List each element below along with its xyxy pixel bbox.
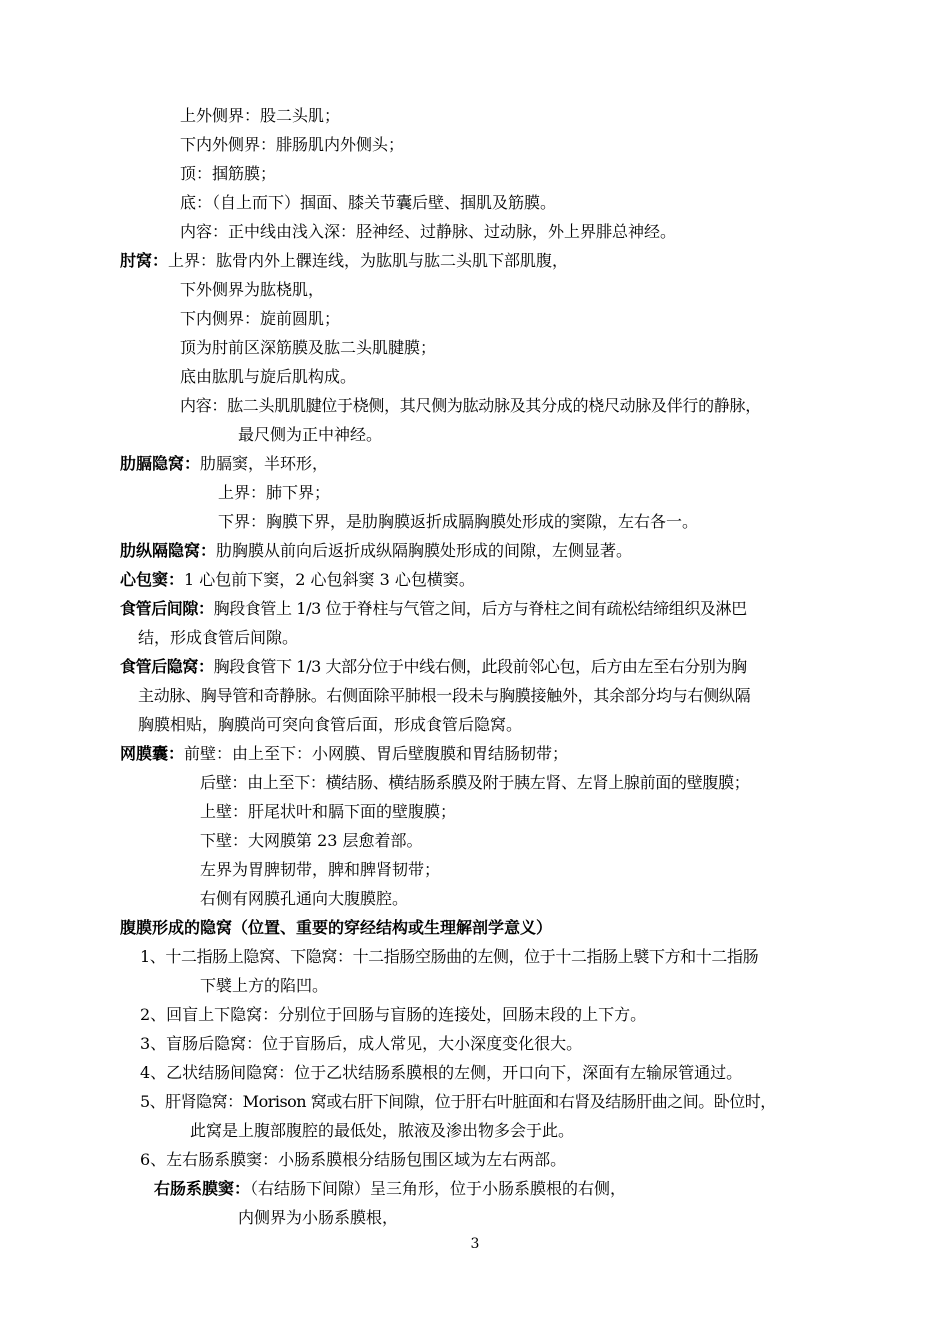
- text-line: 下外侧界为肱桡肌，: [180, 280, 325, 299]
- text-line: 上界：肺下界；: [218, 483, 331, 502]
- section-heading: 网膜囊：: [120, 744, 185, 763]
- section-line: 肋纵隔隐窝：肋胸膜从前向后返折成纵隔胸膜处形成的间隙，左侧显著。: [120, 541, 633, 560]
- list-item: 5、肝肾隐窝：Morison 窝或右肝下间隙，位于肝右叶脏面和右肾及结肠肝曲之间。卧位时，: [140, 1092, 776, 1111]
- section-line: 网膜囊：前壁：由上至下：小网膜、胃后壁腹膜和胃结肠韧带；: [120, 744, 569, 763]
- section-heading: 肋纵隔隐窝：: [120, 541, 217, 560]
- text-line: 底：（自上而下）掴面、膝关节囊后壁、掴肌及筋膜。: [180, 193, 557, 212]
- text-line: 下内侧界：旋前圆肌；: [180, 309, 341, 328]
- text-line: 左界为胃脾韧带，脾和脾肾韧带；: [200, 860, 441, 879]
- text-line: 底由肱肌与旋后肌构成。: [180, 367, 357, 386]
- list-item: 6、左右肠系膜窦：小肠系膜根分结肠包围区域为左右两部。: [140, 1150, 567, 1169]
- text-line: 内容：正中线由浅入深：胫神经、过静脉、过动脉，外上界腓总神经。: [180, 222, 677, 241]
- section-line: 肋膈隐窝：肋膈窦，半环形，: [120, 454, 329, 473]
- list-item: 4、乙状结肠间隐窝：位于乙状结肠系膜根的左侧，开口向下，深面有左输尿管通过。: [140, 1063, 743, 1082]
- page-number: 3: [470, 1236, 480, 1252]
- text-line: 此窝是上腹部腹腔的最低处，脓液及渗出物多会于此。: [190, 1121, 575, 1140]
- text-line: 顶为肘前区深筋膜及肱二头肌腱膜；: [180, 338, 437, 357]
- list-item: 3、盲肠后隐窝：位于盲肠后，成人常见，大小深度变化很大。: [140, 1034, 583, 1053]
- text-line: 主动脉、胸导管和奇静脉。右侧面除平肺根一段未与胸膜接触外，其余部分均与右侧纵隔: [138, 686, 751, 705]
- text-line: 下襞上方的陷凹。: [200, 976, 329, 995]
- section-heading: 肋膈隐窝：: [120, 454, 201, 473]
- list-item: 1、十二指肠上隐窝、下隐窝：十二指肠空肠曲的左侧，位于十二指肠上襞下方和十二指肠: [140, 947, 759, 966]
- text-line: 下界：胸膜下界，是肋胸膜返折成膈胸膜处形成的窦隙，左右各一。: [218, 512, 699, 531]
- list-item: 2、回盲上下隐窝：分别位于回肠与盲肠的连接处，回肠末段的上下方。: [140, 1005, 647, 1024]
- section-line: [120, 916, 552, 940]
- text-line: 结，形成食管后间隙。: [138, 628, 299, 647]
- text-line: 右侧有网膜孔通向大腹膜腔。: [200, 889, 409, 908]
- section-line: 心包窦：1 心包前下窦，2 心包斜窦 3 心包横窦。: [120, 570, 475, 589]
- section-heading: 肘窝：: [120, 251, 169, 270]
- section-line: 食管后间隙：胸段食管上 1/3 位于脊柱与气管之间，后方与脊柱之间有疏松结缔组织及淋巴: [120, 599, 747, 618]
- text-line: 上外侧界：股二头肌；: [180, 106, 341, 125]
- text-line: 下壁：大网膜第 23 层愈着部。: [200, 831, 423, 850]
- text-line: 下内外侧界：腓肠肌内外侧头；: [180, 135, 405, 154]
- section-line: 右肠系膜窦：（右结肠下间隙）呈三角形，位于小肠系膜根的右侧，: [154, 1179, 627, 1198]
- section-heading: 心包窦：: [120, 570, 185, 589]
- text-line: 内侧界为小肠系膜根，: [238, 1208, 399, 1227]
- text-line: 内容：肱二头肌肌腱位于桡侧，其尺侧为肱动脉及其分成的桡尺动脉及伴行的静脉，: [180, 396, 761, 415]
- text-line: 后壁：由上至下：横结肠、横结肠系膜及附于胰左肾、左肾上腺前面的壁腹膜；: [200, 773, 750, 792]
- section-line: 食管后隐窝：胸段食管下 1/3 大部分位于中线右侧，此段前邻心包，后方由左至右分别为胸: [120, 657, 747, 676]
- section-heading: 食管后间隙：: [120, 599, 214, 618]
- section-line: 肘窝：上界：肱骨内外上髁连线，为肱肌与肱二头肌下部肌腹，: [120, 251, 569, 270]
- text-line: 胸膜相贴，胸膜尚可突向食管后面，形成食管后隐窝。: [138, 715, 523, 734]
- section-heading: 腹膜形成的隐窝（位置、重要的穿经结构或生理解剖学意义）: [120, 918, 553, 937]
- section-heading: 右肠系膜窦：: [154, 1179, 251, 1198]
- section-heading: 食管后隐窝：: [120, 657, 214, 676]
- text-line: 顶：掴筋膜；: [180, 164, 277, 183]
- text-line: 上壁：肝尾状叶和膈下面的壁腹膜；: [200, 802, 457, 821]
- text-line: 最尺侧为正中神经。: [238, 425, 383, 444]
